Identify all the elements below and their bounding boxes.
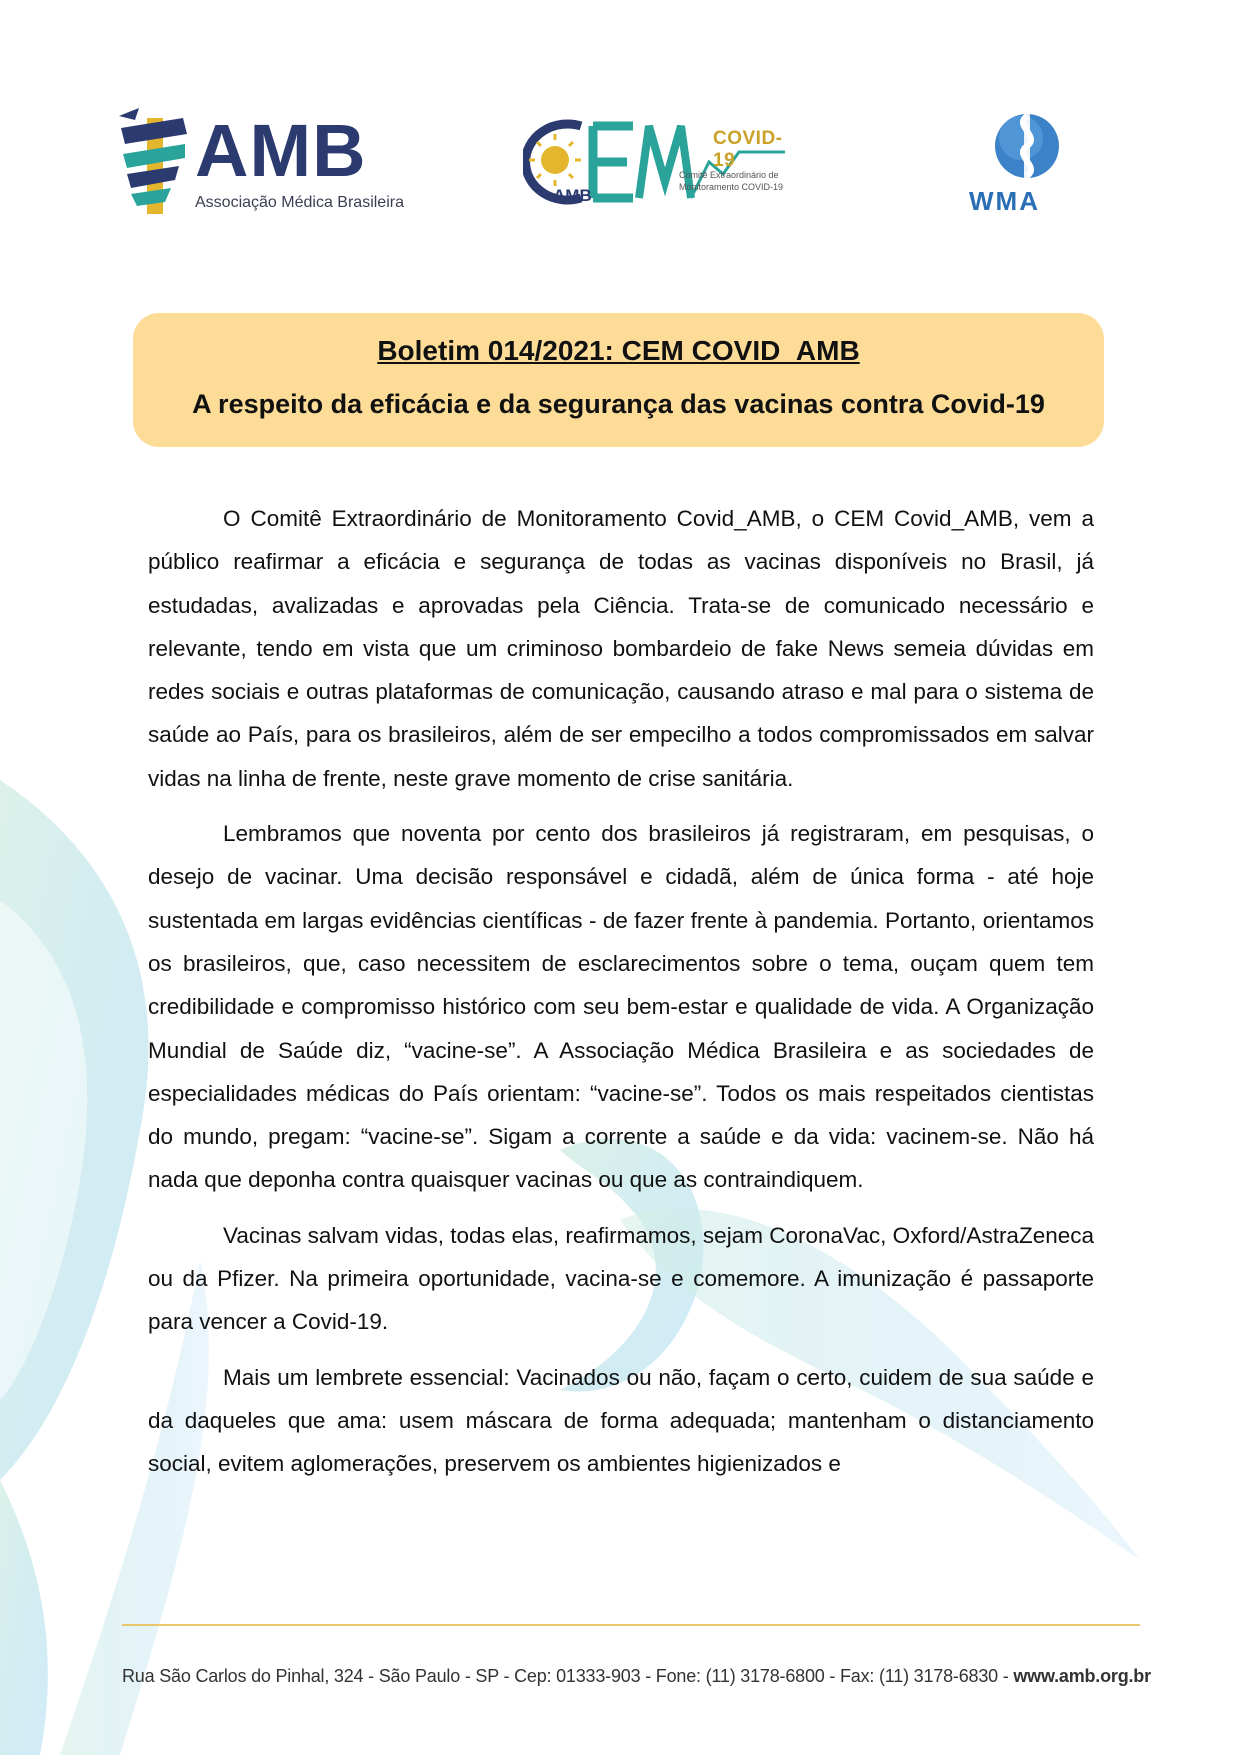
body-paragraph: Lembramos que noventa por cento dos brasileiros já registraram, em pesquisas, o desejo de vacinar. Uma decisão responsável e cidadã, além de única forma - até hoje sustentada em largas evidências científicas - de fazer frente à pandemia. Portanto, orientamos os brasileiros, que, caso necessitem de esclarecimentos sobre o tema, ouçam quem tem credibilidade e compromisso histórico com seu bem-estar e qualidade de vida. A Organização Mundial de Saúde diz, “vacine-se”. A Associação Médica Brasileira e as sociedades de especialidades médicas do País orientam: “vacine-se”. Todos os mais respeitados cientistas do mundo, pregam: “vacine-se”. Sigam a corrente a saúde e da vida: vacinem-se. Não há nada que deponha contra quaisquer vacinas ou que as contraindiquem.	[148, 821, 1094, 1193]
bulletin-title: Boletim 014/2021: CEM COVID_AMB	[377, 335, 860, 366]
body-paragraph: O Comitê Extraordinário de Monitoramento Covid_AMB, o CEM Covid_AMB, vem a público reafirmar a eficácia e segurança de todas as vacinas disponíveis no Brasil, já estudadas, avalizadas e aprovadas pela Ciência. Trata-se de comunicado necessário e relevante, tendo em vista que um criminoso bombardeio de fake News semeia dúvidas em redes sociais e outras plataformas de comunicação, causando atraso e mal para o sistema de saúde ao País, para os brasileiros, além de ser empecilho a todos compromissados em salvar vidas na linha de frente, neste grave momento de crise sanitária.	[148, 506, 1094, 791]
body-paragraph: Mais um lembrete essencial: Vacinados ou não, façam o certo, cuidem de sua saúde e da daqueles que ama: usem máscara de forma adequada; mantenham o distanciamento social, evitem aglomerações, preservem os ambientes higienizados e	[148, 1364, 1094, 1477]
bulletin-title-box	[133, 313, 1104, 447]
footer-address-text: Rua São Carlos do Pinhal, 324 - São Paulo - SP - Cep: 01333-903 - Fone: (11) 3178-6800 - Fax: (11) 3178-6830 -	[122, 1666, 1014, 1686]
cem-subtitle-line1: Comitê Extraordinário de	[679, 170, 779, 180]
bulletin-subtitle: A respeito da eficácia e da segurança das vacinas contra Covid-19	[192, 389, 1045, 419]
body-paragraph: Vacinas salvam vidas, todas elas, reafirmamos, sejam CoronaVac, Oxford/AstraZeneca ou da Pfizer. Na primeira oportunidade, vacina-se e comemore. A imunização é passaporte para vencer a Covid-19.	[148, 1222, 1094, 1335]
footer-divider	[122, 1624, 1140, 1626]
amb-logo-subtitle: Associação Médica Brasileira	[195, 194, 404, 211]
wma-globe-icon	[965, 104, 1093, 188]
bulletin-body	[148, 497, 1094, 1498]
footer-website-link[interactable]: www.amb.org.br	[1013, 1666, 1151, 1686]
amb-logo-wordmark: AMB	[195, 109, 367, 192]
cem-amb-label: AMB	[553, 186, 592, 205]
footer-address	[122, 1666, 1151, 1687]
wma-logo	[965, 104, 1093, 216]
cem-subtitle-line2: Monitoramento COVID-19	[679, 182, 784, 192]
caduceus-icon	[113, 104, 193, 214]
cem-covid-logo	[523, 112, 793, 216]
cem-covid-tag: COVID-19	[713, 128, 783, 171]
wma-logo-wordmark: WMA	[969, 186, 1040, 216]
amb-logo	[113, 104, 413, 216]
